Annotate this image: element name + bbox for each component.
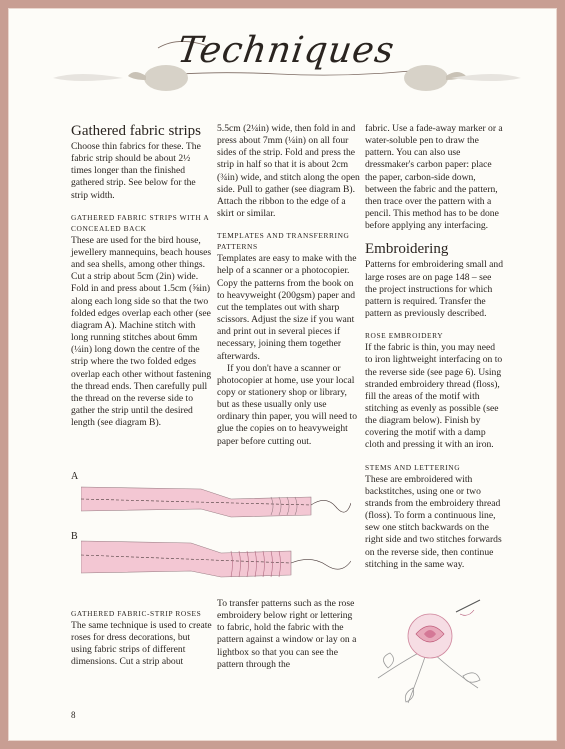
fabric-strip-diagram bbox=[71, 471, 351, 591]
ribbon-continued-text: 5.5cm (2¼in) wide, then fold in and press about 7mm (¼in) on all four sides of the strip. Fold and press the strip in half so that it is about 2cm (¾in) wide, and stitch along the open side. Pull to gather (see diagram B). Attach the ribbon to the edge of a skirt or similar. bbox=[217, 123, 360, 220]
embroidering-intro: Patterns for embroidering small and large roses are on page 148 – see the project instructions for which pattern is required. Transfer the pattern as previously described. bbox=[365, 259, 504, 320]
concealed-back-subheading: GATHERED FABRIC STRIPS WITH A CONCEALED BACK bbox=[71, 212, 209, 233]
strip-roses-body: The same technique is used to create roses for dress decorations, but using fabric strips of different dimensions. Cut a strip about bbox=[71, 620, 212, 668]
page-number: 8 bbox=[71, 710, 76, 720]
book-page bbox=[8, 8, 557, 741]
gathered-strips-intro: Choose thin fabrics for these. The fabric strip should be about 2½ times longer than the finished gathered strip. See below for the strip width. bbox=[71, 141, 201, 201]
stems-lettering-subheading: STEMS AND LETTERING bbox=[365, 462, 461, 472]
strip-roses-subheading: GATHERED FABRIC-STRIP ROSES bbox=[71, 609, 202, 618]
diagram-label-a: A bbox=[71, 471, 79, 482]
rose-embroidery-subheading: ROSE EMBROIDERY bbox=[365, 331, 444, 341]
transfer-section bbox=[217, 598, 361, 671]
rose-embroidery-illustration bbox=[368, 598, 498, 708]
templates-body: Templates are easy to make with the help of a scanner or a photocopier. Copy the patterns from the book on to heavyweight (200gsm) paper and cut the templates out with sharp scissors. Adjust the size if you want and print out in several pieces if necessary, joining them together afterwards. bbox=[217, 253, 357, 362]
concealed-back-body: These are used for the bird house, jewellery mannequins, beach houses and sea shells, among other things. Cut a strip about 5cm (2in) wide. Fold in and press about 1.5cm (⅝in) along each long side so that the two folded edges overlap each other (see diagram A). Machine stitch with long running stitches about 6mm (¼in) long down the centre of the strip where the two folded edges overlap each other without fastening the thread ends. Then carefully pull the thread on the reverse side to gather the strip until the desired length (see diagram B). bbox=[71, 234, 212, 429]
transfer-body: To transfer patterns such as the rose embroidery below right or lettering to fabric, hold the fabric with the pattern against a window or lay on a lightbox so that you can see the pattern through the bbox=[217, 598, 357, 670]
left-leaf-ornament bbox=[48, 68, 128, 88]
diagram-label-b: B bbox=[71, 531, 78, 542]
stems-lettering-body: These are embroidered with backstitches, using one or two strands from the embroidery thread (floss). To form a continuous line, sew one stitch backwards on the right side and two stitches forwards on the reverse side, then continue stitching in the same way. bbox=[365, 473, 502, 570]
column-3 bbox=[365, 123, 503, 571]
gathered-strips-heading: Gathered fabric strips bbox=[71, 123, 201, 139]
rose-embroidery-body: If the fabric is thin, you may need to iron lightweight interfacing on to the reverse side (see page 6). Using stranded embroidery thread (floss), fill the areas of the motif with stitching as evenly as possible (see the diagram below). Finish by covering the motif with a damp cloth and pressing it with an iron. bbox=[365, 342, 503, 451]
column-1 bbox=[71, 123, 213, 429]
rose-strips-section bbox=[71, 608, 213, 669]
embroidering-heading: Embroidering bbox=[365, 241, 449, 258]
page-title: Techniques bbox=[174, 30, 398, 71]
diagram-a-strip bbox=[81, 477, 351, 525]
column-2 bbox=[217, 123, 361, 448]
templates-body-2: If you don't have a scanner or photocopier at home, use your local copy or stationery shop or library, but as these usually only use ordinary thin paper, you will need to glue the copies on to heavyweight paper before cutting out. bbox=[217, 362, 358, 447]
right-leaf-ornament bbox=[446, 68, 526, 88]
templates-subheading: TEMPLATES AND TRANSFERRING PATTERNS bbox=[217, 231, 350, 252]
transfer-continued-text: fabric. Use a fade-away marker or a water-soluble pen to draw the pattern. You can also use dressmaker's carbon paper: place the paper, carbon-side down, between the fabric and the pattern, then trace over the pattern with a pencil. This method has to be done before applying any interfacing. bbox=[365, 123, 503, 232]
page-header bbox=[8, 8, 557, 108]
diagram-b-strip bbox=[81, 535, 351, 585]
